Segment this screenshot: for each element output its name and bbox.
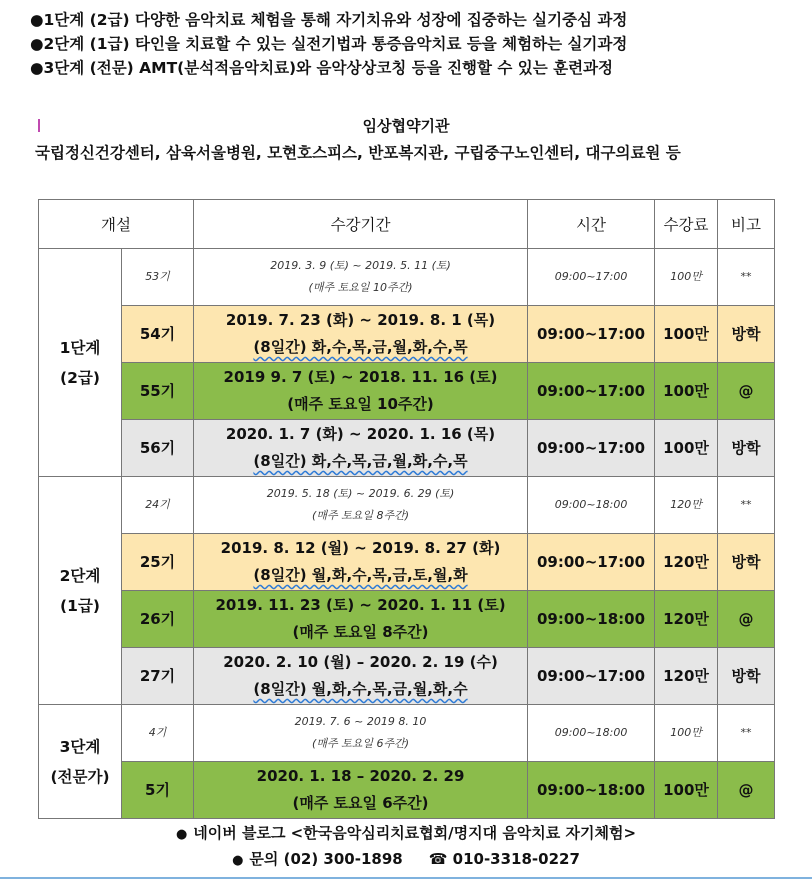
period-schedule: (8일간) 월,화,수,목,금,월,화,수: [253, 680, 468, 698]
period-dates: 2020. 2. 10 (월) – 2020. 2. 19 (수): [223, 653, 498, 671]
stage-name: 2단계: [59, 566, 101, 585]
schedule-table: [38, 199, 775, 819]
fee-cell: 100만: [655, 420, 718, 477]
period-dates: 2019. 11. 23 (토) ~ 2020. 1. 11 (토): [215, 596, 506, 614]
stage-grade: (전문가): [50, 767, 110, 786]
term-cell: 27기: [122, 648, 194, 705]
term-cell: 53기: [122, 249, 194, 306]
partners-title: 임상협약기관: [362, 117, 450, 135]
note-cell: **: [718, 477, 775, 534]
period-cell: [194, 363, 528, 420]
time-cell: 09:00~17:00: [528, 249, 655, 306]
bullet-icon: ●: [232, 853, 244, 868]
table-row: [39, 762, 775, 819]
table-row: [39, 306, 775, 363]
fee-cell: 100만: [655, 249, 718, 306]
table-row: [39, 705, 775, 762]
footer-phone: 010-3318-0227: [452, 850, 580, 868]
period-dates: 2020. 1. 18 – 2020. 2. 29: [256, 767, 465, 785]
time-cell: 09:00~18:00: [528, 762, 655, 819]
fee-cell: 100만: [655, 363, 718, 420]
table-row: [39, 363, 775, 420]
period-schedule: (8일간) 월,화,수,목,금,토,월,화: [253, 566, 468, 584]
footer-contact-line: [0, 846, 812, 872]
fee-cell: 100만: [655, 306, 718, 363]
table-header-row: [39, 200, 775, 249]
header-period: 수강기간: [194, 200, 528, 249]
table-row: [39, 534, 775, 591]
note-cell: @: [718, 363, 775, 420]
period-dates: 2019. 7. 6 ~ 2019 8. 10: [294, 715, 427, 728]
term-cell: 26기: [122, 591, 194, 648]
period-cell: [194, 648, 528, 705]
time-cell: 09:00~18:00: [528, 591, 655, 648]
footer-contact: 문의 (02) 300-1898: [249, 850, 403, 868]
note-cell: 방학: [718, 648, 775, 705]
note-cell: 방학: [718, 306, 775, 363]
time-cell: 09:00~17:00: [528, 306, 655, 363]
period-cell: [194, 705, 528, 762]
term-cell: 24기: [122, 477, 194, 534]
term-cell: 4기: [122, 705, 194, 762]
period-cell: [194, 477, 528, 534]
footer-blog-line: [0, 820, 812, 846]
header-open: 개설: [39, 200, 194, 249]
time-cell: 09:00~17:00: [528, 420, 655, 477]
table-row: [39, 591, 775, 648]
period-schedule: (매주 토요일 8주간): [312, 509, 409, 522]
note-cell: **: [718, 705, 775, 762]
fee-cell: 120만: [655, 534, 718, 591]
intro-section: [30, 8, 810, 80]
table-row: [39, 420, 775, 477]
fee-cell: 120만: [655, 591, 718, 648]
phone-icon: ☎: [428, 850, 448, 868]
period-cell: [194, 762, 528, 819]
period-cell: [194, 534, 528, 591]
footer-blog: 네이버 블로그 <한국음악심리치료협회/명지대 음악치료 자기체험>: [193, 824, 637, 842]
period-cell: [194, 420, 528, 477]
period-dates: 2019. 7. 23 (화) ~ 2019. 8. 1 (목): [225, 311, 496, 329]
period-schedule: (매주 토요일 10주간): [308, 281, 413, 294]
term-cell: 25기: [122, 534, 194, 591]
bullet-icon: ●: [175, 827, 188, 842]
stage-grade: (2급): [60, 368, 100, 387]
period-schedule: (매주 토요일 10주간): [287, 395, 434, 413]
note-cell: 방학: [718, 420, 775, 477]
period-dates: 2019. 5. 18 (토) ~ 2019. 6. 29 (토): [266, 487, 455, 500]
header-time: 시간: [528, 200, 655, 249]
fee-cell: 120만: [655, 477, 718, 534]
period-schedule: (8일간) 화,수,목,금,월,화,수,목: [253, 338, 468, 356]
term-cell: 5기: [122, 762, 194, 819]
stage-name: 3단계: [59, 737, 101, 756]
period-cell: [194, 591, 528, 648]
period-dates: 2020. 1. 7 (화) ~ 2020. 1. 16 (목): [225, 425, 496, 443]
period-cell: [194, 249, 528, 306]
stage-label: [39, 705, 122, 819]
stage-grade: (1급): [60, 596, 100, 615]
fee-cell: 120만: [655, 648, 718, 705]
period-schedule: (8일간) 화,수,목,금,월,화,수,목: [253, 452, 468, 470]
note-cell: **: [718, 249, 775, 306]
table-row: [39, 249, 775, 306]
time-cell: 09:00~17:00: [528, 363, 655, 420]
term-cell: 56기: [122, 420, 194, 477]
note-cell: 방학: [718, 534, 775, 591]
fee-cell: 100만: [655, 705, 718, 762]
time-cell: 09:00~18:00: [528, 477, 655, 534]
fee-cell: 100만: [655, 762, 718, 819]
period-schedule: (매주 토요일 6주간): [312, 737, 409, 750]
time-cell: 09:00~17:00: [528, 648, 655, 705]
table-row: [39, 648, 775, 705]
time-cell: 09:00~18:00: [528, 705, 655, 762]
table-row: [39, 477, 775, 534]
partners-list: 국립정신건강센터, 삼육서울병원, 모현호스피스, 반포복지관, 구립중구노인센터, 대구의료원 등: [35, 144, 681, 162]
term-cell: 54기: [122, 306, 194, 363]
stage-label: [39, 477, 122, 705]
note-cell: @: [718, 591, 775, 648]
period-dates: 2019. 8. 12 (월) ~ 2019. 8. 27 (화): [220, 539, 501, 557]
period-schedule: (매주 토요일 6주간): [292, 794, 429, 812]
period-dates: 2019. 3. 9 (토) ~ 2019. 5. 11 (토): [270, 259, 451, 272]
footer: [0, 820, 812, 872]
header-note: 비고: [718, 200, 775, 249]
header-fee: 수강료: [655, 200, 718, 249]
time-cell: 09:00~17:00: [528, 534, 655, 591]
intro-line-stage2: ●2단계 (1급) 타인을 치료할 수 있는 실전기법과 통증음악치료 등을 체험하는 실기과정: [30, 35, 628, 53]
term-cell: 55기: [122, 363, 194, 420]
intro-line-stage1: ●1단계 (2급) 다양한 음악치료 체험을 통해 자기치유와 성장에 집중하는 실기중심 과정: [30, 11, 628, 29]
period-cell: [194, 306, 528, 363]
period-schedule: (매주 토요일 8주간): [292, 623, 429, 641]
note-cell: @: [718, 762, 775, 819]
stage-name: 1단계: [59, 338, 101, 357]
period-dates: 2019 9. 7 (토) ~ 2018. 11. 16 (토): [223, 368, 498, 386]
stage-label: [39, 249, 122, 477]
intro-line-stage3: ●3단계 (전문) AMT(분석적음악치료)와 음악상상코칭 등을 진행할 수 있는 훈련과정: [30, 59, 614, 77]
